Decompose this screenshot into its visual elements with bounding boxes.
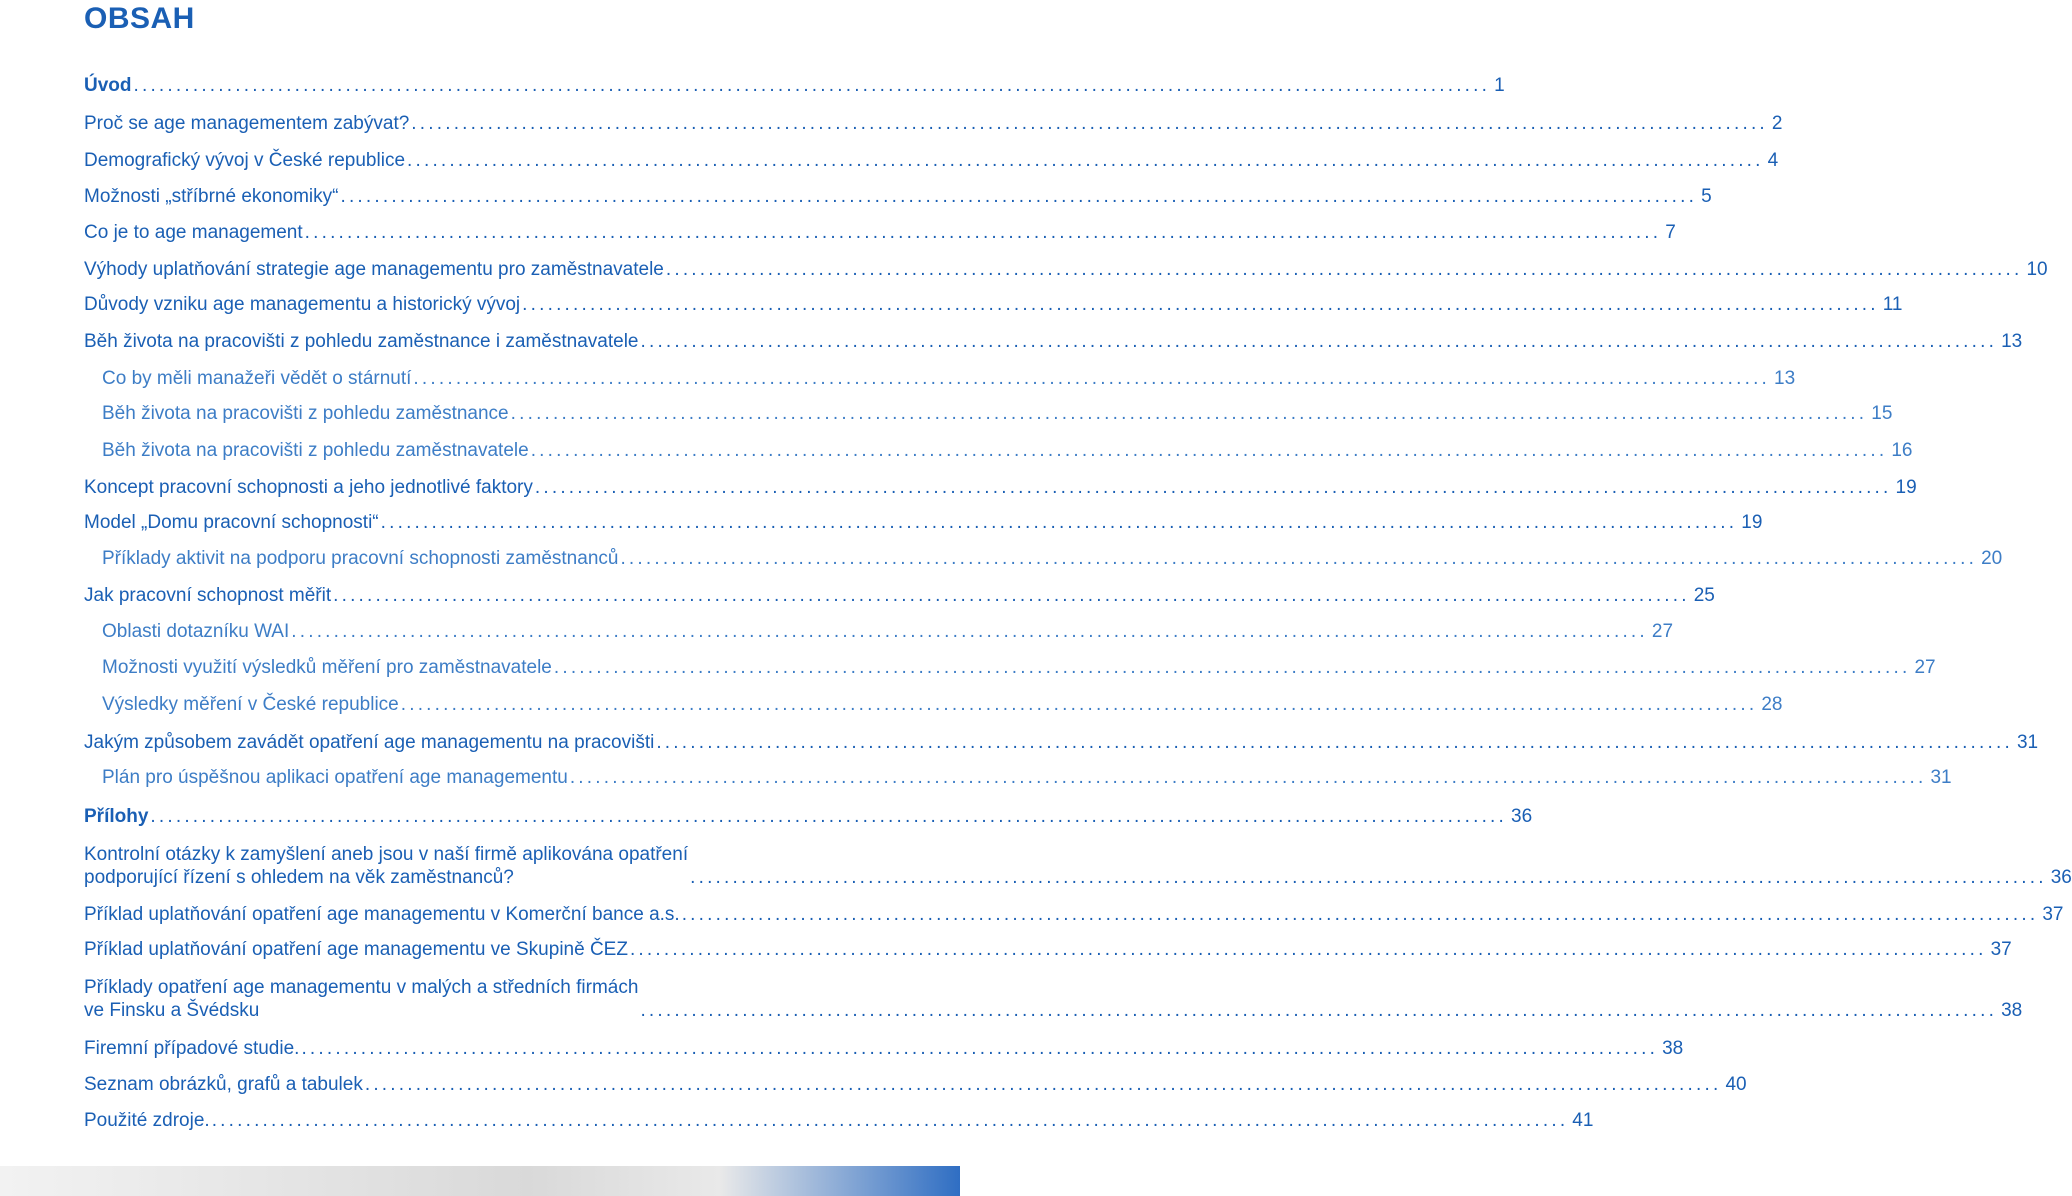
toc-entry-page-number: 20 [1981,548,2003,569]
dot-leader: ................................................................................................................................................................ [690,867,2047,888]
toc-entry-title-line: Příklady opatření age managementu v malých a středních firmách [84,977,639,998]
toc-entry-title [102,547,618,570]
toc-entry-page-number: 11 [1882,294,1903,315]
dot-leader: ................................................................................................................................................................ [620,548,1978,569]
toc-entry[interactable] [84,476,1917,499]
toc-entry[interactable] [102,766,1952,789]
toc-entry-title-line: Běh života na pracovišti z pohledu zaměstnavatele [102,440,529,461]
toc-entry[interactable] [84,1037,1684,1060]
dot-leader: ................................................................................................................................................................ [340,186,1698,207]
toc-entry-title-line: Demografický vývoj v České republice [84,150,406,171]
toc-entry-page-number: 31 [2016,732,2039,753]
toc-entry[interactable] [84,112,1783,135]
toc-entry-title-line: Důvody vzniku age managementu a historický vývoj [84,294,521,315]
toc-entry[interactable] [84,221,1676,244]
toc-entry[interactable] [84,149,1779,172]
toc-entry[interactable] [84,584,1715,607]
toc-entry-title [84,903,680,926]
toc-entry[interactable] [84,258,2048,281]
toc-entry-title-line: Příklad uplatňování opatření age managementu v Komerční bance a.s. [84,904,680,925]
toc-entry-title [102,367,411,390]
toc-entry[interactable] [84,1073,1747,1096]
dot-leader: ................................................................................................................................................................ [510,403,1868,424]
dot-leader: ................................................................................................................................................................ [150,806,1508,827]
toc-entry-title-line: Výhody uplatňování strategie age managementu pro zaměstnavatele [84,259,664,280]
toc-entry-title [102,656,552,679]
toc-entry-title-line: Firemní případové studie. [84,1038,300,1059]
toc-entry-title-line: Použité zdroje. [84,1110,210,1131]
toc-entry[interactable] [84,976,2023,1022]
dot-leader: ................................................................................................................................................................ [400,694,1758,715]
toc-entry[interactable] [84,185,1712,208]
toc-entry[interactable] [84,330,2023,353]
toc-entry-page-number: 4 [1767,150,1779,171]
toc-entry-page-number: 7 [1665,222,1676,243]
toc-entry-title-line: Běh života na pracovišti z pohledu zaměstnance [102,403,509,424]
dot-leader: ................................................................................................................................................................ [291,621,1648,642]
toc-entry-title-line: podporující řízení s ohledem na věk zaměstnanců? [84,867,514,888]
dot-leader: ................................................................................................................................................................ [629,939,1987,960]
toc-entry-title [102,693,399,716]
toc-entry-title [84,843,688,889]
toc-entry-title-line: Plán pro úspěšnou aplikaci opatření age managementu [102,767,568,788]
dot-leader: ................................................................................................................................................................ [569,767,1927,788]
toc-entry-page-number: 36 [1511,806,1533,827]
toc-entry[interactable] [102,656,1936,679]
toc-entry-title [84,511,379,534]
toc-entry[interactable] [102,402,1893,425]
dot-leader: ................................................................................................................................................................ [640,331,1998,352]
toc-entry[interactable] [84,843,2072,889]
toc-entry-title-line: Přílohy [84,806,149,827]
dot-leader: ................................................................................................................................................................ [665,259,2023,280]
toc-entry-title [84,805,148,828]
toc-entry-page-number: 1 [1494,75,1505,96]
toc-entry-title [84,476,533,499]
dot-leader: ................................................................................................................................................................ [534,477,1892,498]
toc-entry[interactable] [84,938,2012,961]
toc-entry-title-line: Jak pracovní schopnost měřit [84,585,332,606]
dot-leader: ................................................................................................................................................................ [211,1110,1569,1131]
toc-entry-title-line: Úvod [84,75,132,96]
toc-entry-title [84,221,303,244]
toc-entry[interactable] [102,439,1913,462]
toc-entry-title [84,976,638,1022]
toc-entry-title-line: Příklad uplatňování opatření age managementu ve Skupině ČEZ [84,939,628,960]
dot-leader: ................................................................................................................................................................ [301,1038,1659,1059]
toc-entry-page-number: 28 [1761,694,1783,715]
toc-entry[interactable] [84,1109,1594,1132]
toc-entry-title-line: ve Finsku a Švédsku [84,1000,260,1021]
toc-entry-title-line: Seznam obrázků, grafů a tabulek [84,1074,363,1095]
toc-entry-title-line: Jakým způsobem zavádět opatření age managementu na pracovišti [84,732,655,753]
toc-entry[interactable] [84,903,2064,926]
toc-entry-page-number: 16 [1891,440,1913,461]
toc-entry-title-line: Koncept pracovní schopnosti a jeho jednotlivé faktory [84,477,533,498]
toc-entry-title-line: Možnosti využití výsledků měření pro zaměstnavatele [102,657,552,678]
toc-entry-title-line: Běh života na pracovišti z pohledu zaměstnance i zaměstnavatele [84,331,639,352]
dot-leader: ................................................................................................................................................................ [656,732,2013,753]
toc-entry-title [84,731,654,754]
dot-leader: ................................................................................................................................................................ [640,1000,1998,1021]
toc-entry-page-number: 37 [1990,939,2012,960]
toc-entry-page-number: 13 [1774,368,1796,389]
toc-entry-page-number: 15 [1871,403,1893,424]
toc-entry-page-number: 41 [1572,1110,1594,1131]
toc-entry-title [84,185,338,208]
dot-leader: ................................................................................................................................................................ [530,440,1888,461]
toc-entry-page-number: 31 [1930,767,1952,788]
dot-leader: ................................................................................................................................................................ [304,222,1662,243]
toc-entry-title [84,1037,299,1060]
toc-entry-page-number: 10 [2026,259,2048,280]
toc-entry-title [84,149,405,172]
dot-leader: ................................................................................................................................................................ [380,512,1738,533]
toc-entry-title [84,330,638,353]
toc-entry[interactable] [102,367,1796,390]
dot-leader: ................................................................................................................................................................ [407,150,1764,171]
toc-entry-page-number: 5 [1701,186,1712,207]
toc-entry-title-line: Oblasti dotazníku WAI [102,621,290,642]
toc-entry-title-line: Příklady aktivit na podporu pracovní schopnosti zaměstnanců [102,548,619,569]
toc-entry[interactable] [84,511,1763,534]
toc-entry-page-number: 19 [1895,477,1917,498]
toc-entry-title [84,74,132,97]
toc-entry-title-line: Možnosti „stříbrné ekonomiky“ [84,186,339,207]
toc-entry-page-number: 36 [2050,867,2072,888]
toc-entry-page-number: 38 [1662,1038,1684,1059]
toc-entry-title-line: Proč se age managementem zabývat? [84,113,410,134]
toc-entry-page-number: 40 [1725,1074,1747,1095]
toc-entry-title [84,112,409,135]
dot-leader: ................................................................................................................................................................ [522,294,1879,315]
toc-entry-page-number: 27 [1914,657,1936,678]
toc-entry[interactable] [84,74,1505,97]
toc-entry-title [84,938,628,961]
toc-entry-title [102,620,289,643]
toc-entry-title [84,584,331,607]
dot-leader: ................................................................................................................................................................ [333,585,1690,606]
dot-leader: ................................................................................................................................................................ [364,1074,1722,1095]
footer-band [0,1166,960,1196]
toc-entry-title-line: Co by měli manažeři vědět o stárnutí [102,368,412,389]
dot-leader: ................................................................................................................................................................ [133,75,1491,96]
toc-entry-page-number: 38 [2001,1000,2023,1021]
toc-entry[interactable] [84,805,1533,828]
toc-entry-title [84,258,664,281]
toc-entry-title-line: Co je to age management [84,222,303,243]
toc-entry-title-line: Model „Domu pracovní schopnosti“ [84,512,379,533]
toc-entry-page-number: 27 [1651,621,1674,642]
toc-entry-page-number: 2 [1771,113,1783,134]
toc-entry-title [84,293,520,316]
dot-leader: ................................................................................................................................................................ [681,904,2039,925]
toc-entry-page-number: 13 [2001,331,2023,352]
toc-entry-page-number: 37 [2042,904,2064,925]
toc-entry-title [102,766,568,789]
dot-leader: ................................................................................................................................................................ [411,113,1768,134]
toc-entry-title-line: Výsledky měření v České republice [102,694,399,715]
toc-entry-page-number: 25 [1693,585,1715,606]
toc-entry-title-line: Kontrolní otázky k zamyšlení aneb jsou v naší firmě aplikována opatření [84,844,689,865]
toc-entry-title [84,1073,363,1096]
toc-entry[interactable] [84,731,2039,754]
toc-entry-title [102,439,529,462]
toc-entry[interactable] [102,620,1674,643]
toc-entry-title [84,1109,210,1132]
toc-entry[interactable] [102,693,1783,716]
toc-entry-title [102,402,509,425]
dot-leader: ................................................................................................................................................................ [553,657,1911,678]
toc-entry[interactable] [102,547,2003,570]
dot-leader: ................................................................................................................................................................ [413,368,1771,389]
toc-entry[interactable] [84,293,1903,316]
toc-entry-page-number: 19 [1741,512,1763,533]
page-title: OBSAH [84,2,195,35]
